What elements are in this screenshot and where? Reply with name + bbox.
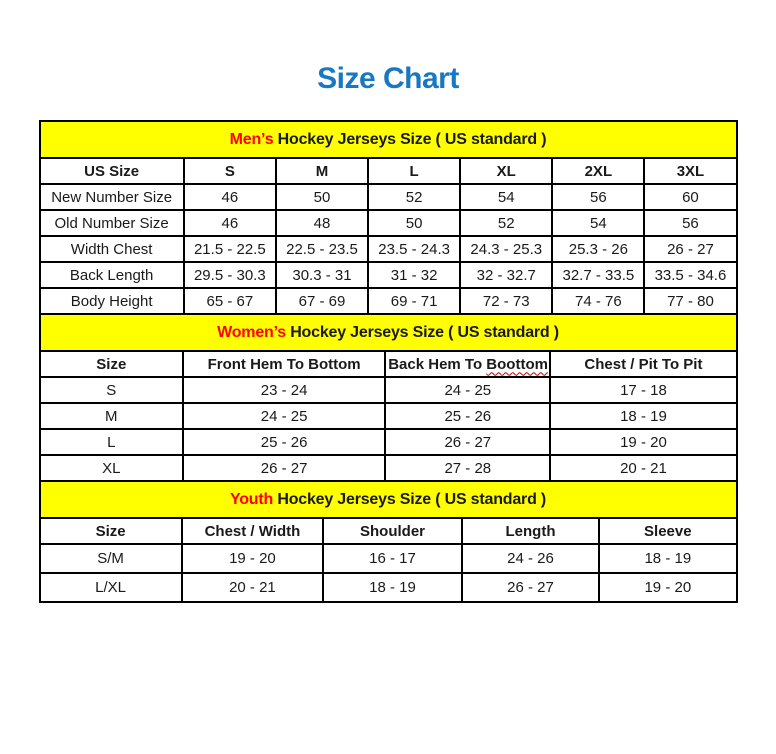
column-header: Size — [40, 518, 182, 544]
column-header: US Size — [40, 158, 184, 184]
size-value-cell: 19 - 20 — [550, 429, 736, 455]
table-row — [40, 184, 737, 210]
size-value-cell: 56 — [644, 210, 736, 236]
column-header: L — [368, 158, 460, 184]
size-value-cell: 17 - 18 — [550, 377, 736, 403]
size-value-cell: 52 — [368, 184, 460, 210]
page-title: Size Chart — [317, 62, 459, 95]
size-value-cell: 23 - 24 — [183, 377, 385, 403]
size-value-cell: 54 — [460, 184, 552, 210]
column-header: Sleeve — [599, 518, 736, 544]
row-label: L — [40, 429, 184, 455]
row-label: New Number Size — [40, 184, 184, 210]
column-header-prefix: Back Hem To — [388, 355, 487, 373]
table-row — [40, 403, 737, 429]
womens-section-title-rest: Hockey Jerseys Size ( US standard ) — [285, 323, 559, 341]
row-label: L/XL — [40, 573, 182, 602]
size-value-cell: 48 — [276, 210, 368, 236]
column-header: Chest / Width — [182, 518, 323, 544]
column-header: M — [276, 158, 368, 184]
womens-section-header-row — [40, 314, 737, 351]
size-value-cell: 46 — [184, 184, 276, 210]
size-value-cell: 18 - 19 — [323, 573, 462, 602]
size-value-cell: 69 - 71 — [368, 288, 460, 314]
mens-section-header — [40, 121, 737, 158]
size-value-cell: 56 — [552, 184, 644, 210]
column-header: Shoulder — [323, 518, 462, 544]
size-value-cell: 77 - 80 — [644, 288, 736, 314]
table-row — [40, 429, 737, 455]
size-value-cell: 52 — [460, 210, 552, 236]
column-header: XL — [460, 158, 552, 184]
size-value-cell: 31 - 32 — [368, 262, 460, 288]
table-row — [40, 544, 737, 573]
size-value-cell: 19 - 20 — [599, 573, 736, 602]
womens-section-title-red: Women’s — [217, 323, 286, 341]
size-value-cell: 16 - 17 — [323, 544, 462, 573]
size-value-cell: 32.7 - 33.5 — [552, 262, 644, 288]
size-value-cell: 67 - 69 — [276, 288, 368, 314]
size-value-cell: 24.3 - 25.3 — [460, 236, 552, 262]
size-value-cell: 50 — [368, 210, 460, 236]
youth-section-header-row — [40, 481, 737, 518]
row-label: Width Chest — [40, 236, 184, 262]
mens-section-title-red: Men’s — [229, 130, 274, 148]
table-row — [40, 377, 737, 403]
size-value-cell: 18 - 19 — [550, 403, 736, 429]
size-value-cell: 25 - 26 — [385, 403, 550, 429]
size-value-cell: 27 - 28 — [385, 455, 550, 481]
youth-section-title-rest: Hockey Jerseys Size ( US standard ) — [273, 490, 547, 508]
row-label: Back Length — [40, 262, 184, 288]
size-value-cell: 74 - 76 — [552, 288, 644, 314]
size-chart-tables — [39, 120, 738, 603]
size-value-cell: 24 - 25 — [183, 403, 385, 429]
row-label: Body Height — [40, 288, 184, 314]
size-value-cell: 30.3 - 31 — [276, 262, 368, 288]
mens-section-header-row — [40, 121, 737, 158]
womens-size-table — [39, 313, 738, 482]
column-header: 3XL — [644, 158, 736, 184]
column-header: Front Hem To Bottom — [183, 351, 385, 377]
size-value-cell: 24 - 26 — [462, 544, 599, 573]
size-value-cell: 65 - 67 — [184, 288, 276, 314]
row-label: Old Number Size — [40, 210, 184, 236]
column-header-with-typo — [385, 351, 550, 377]
size-value-cell: 26 - 27 — [385, 429, 550, 455]
size-value-cell: 20 - 21 — [182, 573, 323, 602]
youth-section-header — [40, 481, 737, 518]
youth-size-table — [39, 480, 738, 603]
column-header: Chest / Pit To Pit — [550, 351, 736, 377]
table-row — [40, 288, 737, 314]
table-row — [40, 455, 737, 481]
size-value-cell: 26 - 27 — [644, 236, 736, 262]
mens-header-row — [40, 158, 737, 184]
column-header: 2XL — [552, 158, 644, 184]
youth-header-row — [40, 518, 737, 544]
row-label: S — [40, 377, 184, 403]
size-value-cell: 46 — [184, 210, 276, 236]
column-header: Size — [40, 351, 184, 377]
size-value-cell: 26 - 27 — [183, 455, 385, 481]
mens-section-title-rest: Hockey Jerseys Size ( US standard ) — [273, 130, 547, 148]
size-value-cell: 25.3 - 26 — [552, 236, 644, 262]
misspelled-word: Boottom — [486, 355, 548, 373]
size-value-cell: 72 - 73 — [460, 288, 552, 314]
size-value-cell: 60 — [644, 184, 736, 210]
row-label: S/M — [40, 544, 182, 573]
size-value-cell: 23.5 - 24.3 — [368, 236, 460, 262]
size-value-cell: 54 — [552, 210, 644, 236]
size-value-cell: 29.5 - 30.3 — [184, 262, 276, 288]
table-row — [40, 573, 737, 602]
column-header: S — [184, 158, 276, 184]
row-label: XL — [40, 455, 184, 481]
size-value-cell: 33.5 - 34.6 — [644, 262, 736, 288]
column-header: Length — [462, 518, 599, 544]
size-value-cell: 20 - 21 — [550, 455, 736, 481]
size-value-cell: 32 - 32.7 — [460, 262, 552, 288]
size-value-cell: 21.5 - 22.5 — [184, 236, 276, 262]
size-value-cell: 26 - 27 — [462, 573, 599, 602]
womens-header-row — [40, 351, 737, 377]
size-value-cell: 22.5 - 23.5 — [276, 236, 368, 262]
size-value-cell: 50 — [276, 184, 368, 210]
size-value-cell: 18 - 19 — [599, 544, 736, 573]
size-value-cell: 25 - 26 — [183, 429, 385, 455]
table-row — [40, 236, 737, 262]
size-value-cell: 24 - 25 — [385, 377, 550, 403]
table-row — [40, 262, 737, 288]
size-value-cell: 19 - 20 — [182, 544, 323, 573]
youth-section-title-red: Youth — [229, 490, 274, 508]
mens-size-table — [39, 120, 738, 315]
row-label: M — [40, 403, 184, 429]
womens-section-header — [40, 314, 737, 351]
table-row — [40, 210, 737, 236]
